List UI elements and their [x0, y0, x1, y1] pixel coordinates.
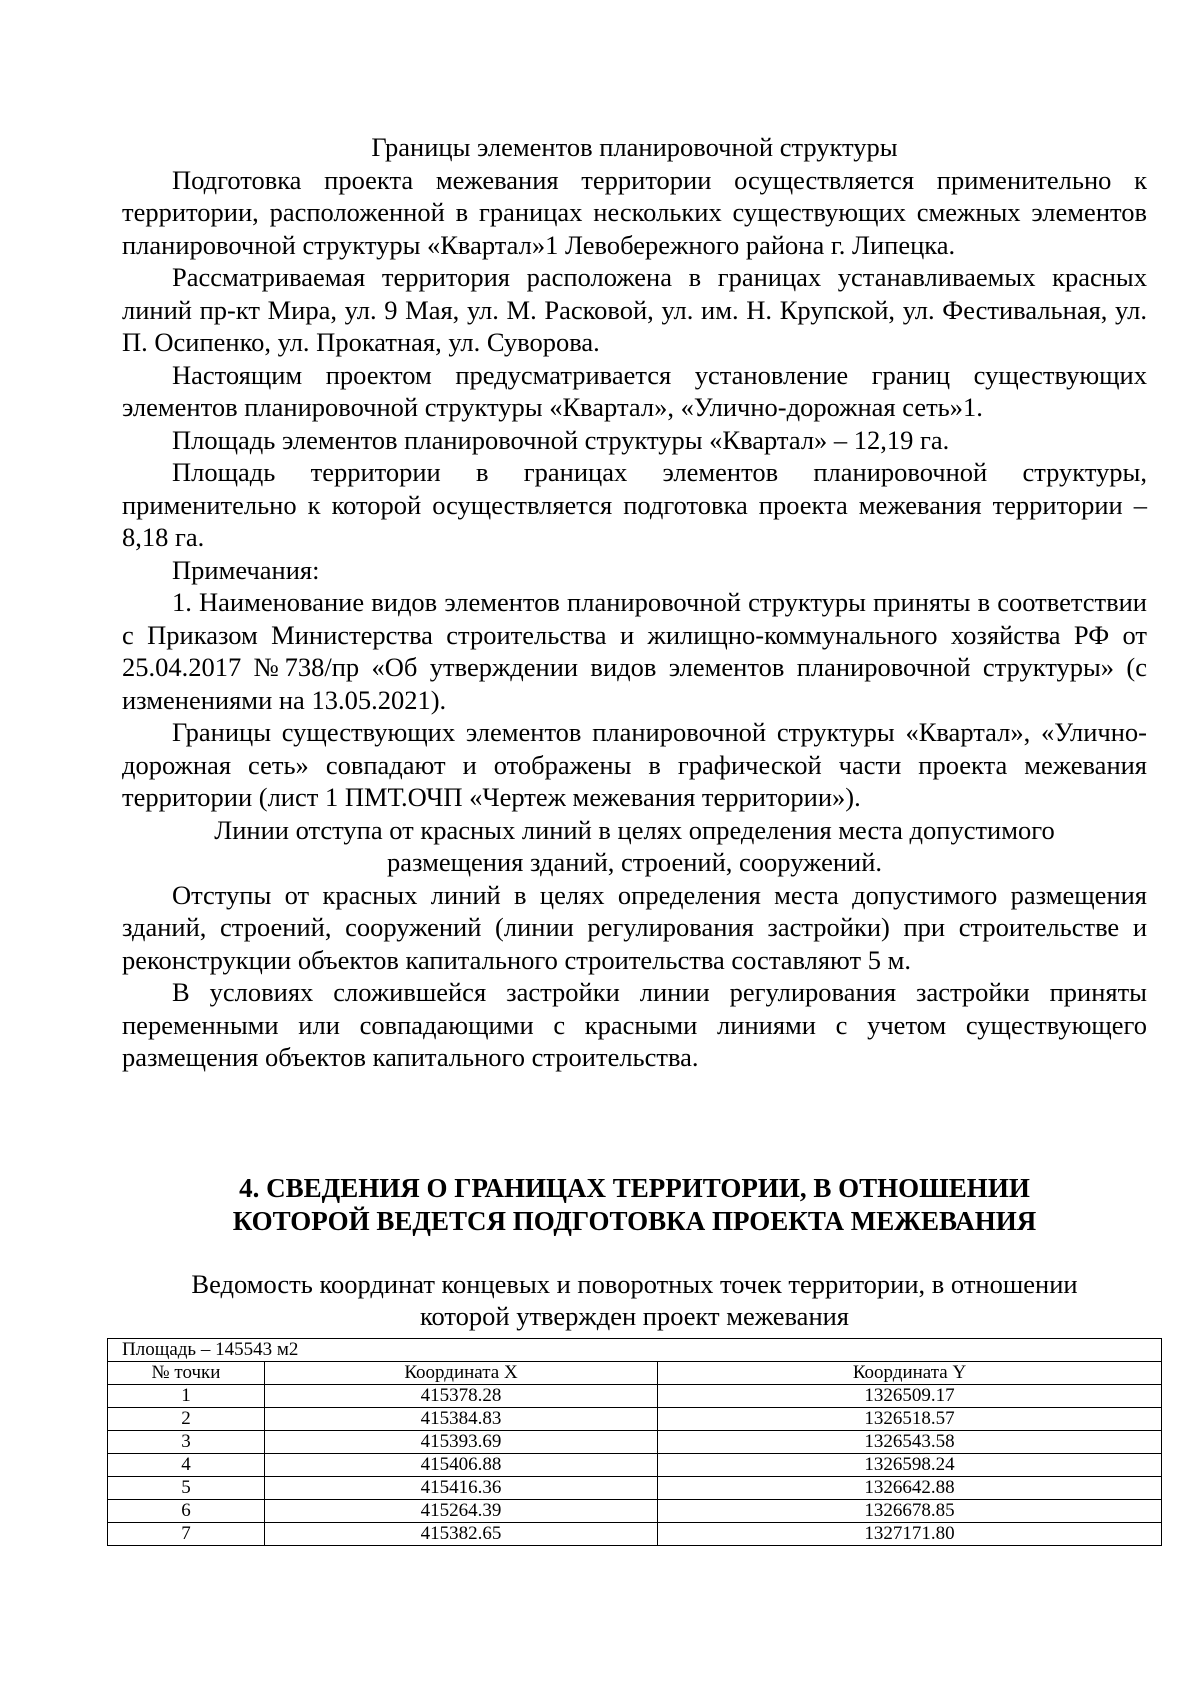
- table-caption-line2: которой утвержден проект межевания: [419, 1301, 849, 1331]
- paragraph: Границы существующих элементов планировочной структуры «Квартал», «Улично-дорожная сеть» совпадают и отображены в графической части проекта межевания территории (лист 1 ПМТ.ОЧП «Чертеж межевания территории»).: [122, 717, 1147, 812]
- paragraph: Подготовка проекта межевания территории осуществляется применительно к территории, расположенной в границах нескольких существующих смежных элементов планировочной структуры «Квартал»1 Левобережного района г. Липецка.: [122, 164, 1147, 260]
- notes-label: Примечания:: [172, 554, 320, 585]
- section-title-planning-elements: Границы элементов планировочной структуры: [371, 132, 898, 162]
- coordinate-x: 415406.88: [265, 1454, 658, 1477]
- table-row: [108, 1477, 1162, 1500]
- table-row: [108, 1523, 1162, 1546]
- document-body: [122, 131, 1147, 1074]
- coordinate-y: 1326678.85: [658, 1500, 1162, 1523]
- table-row: [108, 1408, 1162, 1431]
- section-title-setback-line1: Линии отступа от красных линий в целях определения места допустимого: [214, 814, 1055, 845]
- table-caption: [122, 1268, 1147, 1332]
- coordinate-x: 415378.28: [265, 1385, 658, 1408]
- header-point-number: № точки: [108, 1362, 265, 1385]
- section-title-setback-line2: размещения зданий, строений, сооружений.: [386, 847, 882, 877]
- paragraph: В условиях сложившейся застройки линии регулирования застройки приняты переменными или совпадающими с красными линиями с учетом существующего размещения объектов капитального строительства.: [122, 977, 1147, 1072]
- point-number: 2: [108, 1408, 265, 1431]
- section-4-heading-line2: КОТОРОЙ ВЕДЕТСЯ ПОДГОТОВКА ПРОЕКТА МЕЖЕВАНИЯ: [232, 1206, 1037, 1236]
- section-4-heading: [122, 1172, 1147, 1238]
- coordinate-y: 1326642.88: [658, 1477, 1162, 1500]
- table-row: [108, 1454, 1162, 1477]
- paragraph: Площадь территории в границах элементов планировочной структуры, применительно к которой осуществляется подготовка проекта межевания территории – 8,18 га.: [122, 457, 1147, 552]
- area-cell: Площадь – 145543 м2: [108, 1339, 1162, 1362]
- header-row: [108, 1362, 1162, 1385]
- coordinate-x: 415264.39: [265, 1500, 658, 1523]
- paragraph: Настоящим проектом предусматривается установление границ существующих элементов планировочной структуры «Квартал», «Улично-дорожная сеть»1.: [122, 359, 1147, 422]
- coordinate-x: 415416.36: [265, 1477, 658, 1500]
- coordinate-x: 415384.83: [265, 1408, 658, 1431]
- coordinate-x: 415393.69: [265, 1431, 658, 1454]
- note-item: 1. Наименование видов элементов планировочной структуры приняты в соответствии с Приказом Министерства строительства и жилищно-коммунального хозяйства РФ от 25.04.2017 №738/пр «Об утверждении видов элементов планировочной структуры» (с изменениями на 13.05.2021).: [122, 587, 1147, 715]
- coordinate-y: 1326598.24: [658, 1454, 1162, 1477]
- table-caption-line1: Ведомость координат концевых и поворотных точек территории, в отношении: [191, 1269, 1078, 1299]
- coordinate-x: 415382.65: [265, 1523, 658, 1546]
- coordinate-y: 1326509.17: [658, 1385, 1162, 1408]
- point-number: 7: [108, 1523, 265, 1546]
- section-4-heading-line1: 4. СВЕДЕНИЯ О ГРАНИЦАХ ТЕРРИТОРИИ, В ОТНОШЕНИИ: [239, 1173, 1030, 1203]
- header-coordinate-y: Координата Y: [658, 1362, 1162, 1385]
- coordinate-y: 1326543.58: [658, 1431, 1162, 1454]
- point-number: 6: [108, 1500, 265, 1523]
- paragraph: Отступы от красных линий в целях определения места допустимого размещения зданий, строений, сооружений (линии регулирования застройки) при строительстве и реконструкции объектов капитального строительства составляют 5 м.: [122, 879, 1147, 975]
- table-row: [108, 1431, 1162, 1454]
- table-row: [108, 1385, 1162, 1408]
- point-number: 1: [108, 1385, 265, 1408]
- paragraph: Рассматриваемая территория расположена в границах устанавливаемых красных линий пр-кт Мира, ул. 9 Мая, ул. М. Расковой, ул. им. Н. Крупской, ул. Фестивальная, ул. П. Осипенко, ул. Прокатная, ул. Суворова.: [122, 262, 1147, 357]
- table-row: [108, 1500, 1162, 1523]
- coordinate-y: 1327171.80: [658, 1523, 1162, 1546]
- coordinate-y: 1326518.57: [658, 1408, 1162, 1431]
- point-number: 5: [108, 1477, 265, 1500]
- area-row: [108, 1339, 1162, 1362]
- paragraph: Площадь элементов планировочной структуры «Квартал» – 12,19 га.: [172, 424, 950, 455]
- coordinates-table: [107, 1338, 1162, 1546]
- header-coordinate-x: Координата X: [265, 1362, 658, 1385]
- point-number: 3: [108, 1431, 265, 1454]
- point-number: 4: [108, 1454, 265, 1477]
